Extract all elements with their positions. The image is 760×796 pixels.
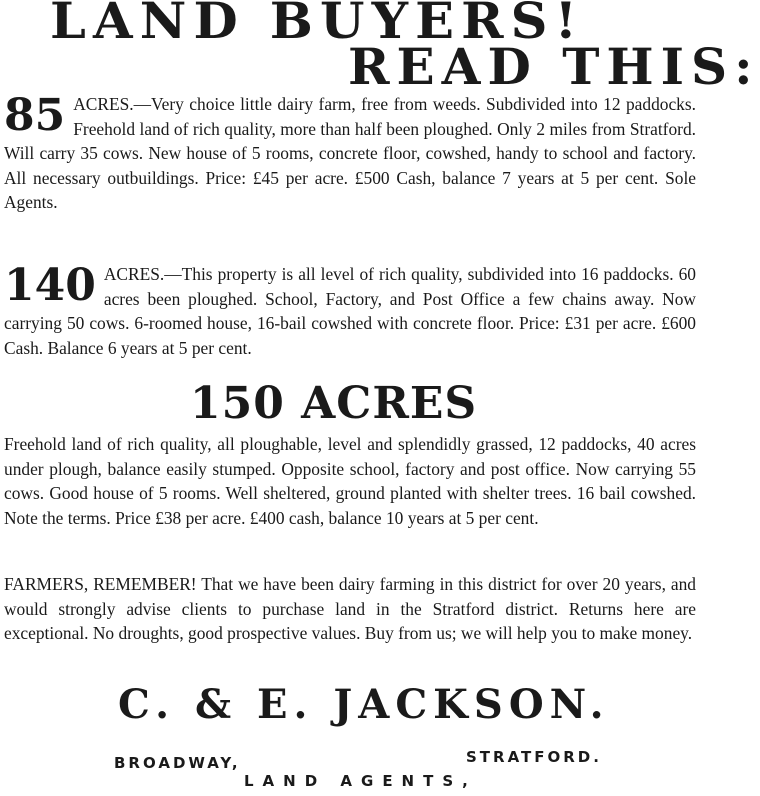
listing-number: 85 <box>4 90 66 141</box>
closing-paragraph <box>4 572 696 646</box>
land-agents-label: LAND AGENTS, <box>244 772 477 790</box>
listing-text: Freehold land of rich quality, all ploughable, level and splendidly grassed, 12 paddocks, 40 acres under plough, balance easily stumped. Opposite school, factory and post office. Now carrying 55 cows. Good house of 5 rooms. Well sheltered, ground planted with shelter trees. 16 bail cowshed. Note the terms. Price £38 per acre. £400 cash, balance 10 years at 5 per cent. <box>4 434 696 528</box>
listing-text: ACRES.—This property is all level of rich quality, subdivided into 16 paddocks. 60 acres been ploughed. School, Factory, and Post Office a few chains away. Now carrying 50 cows. 6-roomed house, 16-bail cowshed with concrete floor. Price: £31 per acre. £600 Cash. Balance 6 years at 5 per cent. <box>4 264 696 358</box>
headline-land-buyers: LAND BUYERS! <box>50 0 585 50</box>
address-broadway: BROADWAY, <box>114 754 241 772</box>
listing-85-acres <box>4 92 696 215</box>
listing-150-acres <box>4 432 696 530</box>
headline-read-this: READ THIS: <box>348 37 760 96</box>
address-stratford: STRATFORD. <box>466 748 602 766</box>
firm-name: C. & E. JACKSON. <box>118 681 610 728</box>
listing-number: 140 <box>4 260 96 311</box>
listing-150-acres-heading: 150 ACRES <box>190 378 478 429</box>
listing-text: ACRES.—Very choice little dairy farm, free from weeds. Subdivided into 12 paddocks. Freehold land of rich quality, more than half been ploughed. Only 2 miles from Stratford. Will carry 35 cows. New house of 5 rooms, concrete floor, cowshed, handy to school and factory. All necessary outbuildings. Price: £45 per acre. £500 Cash, balance 7 years at 5 per cent. Sole Agents. <box>4 94 696 212</box>
listing-140-acres <box>4 262 696 360</box>
closing-text: FARMERS, REMEMBER! That we have been dairy farming in this district for over 20 years, and would strongly advise clients to purchase land in the Stratford district. Returns here are exceptional. No droughts, good prospective values. Buy from us; we will help you to make money. <box>4 574 696 643</box>
